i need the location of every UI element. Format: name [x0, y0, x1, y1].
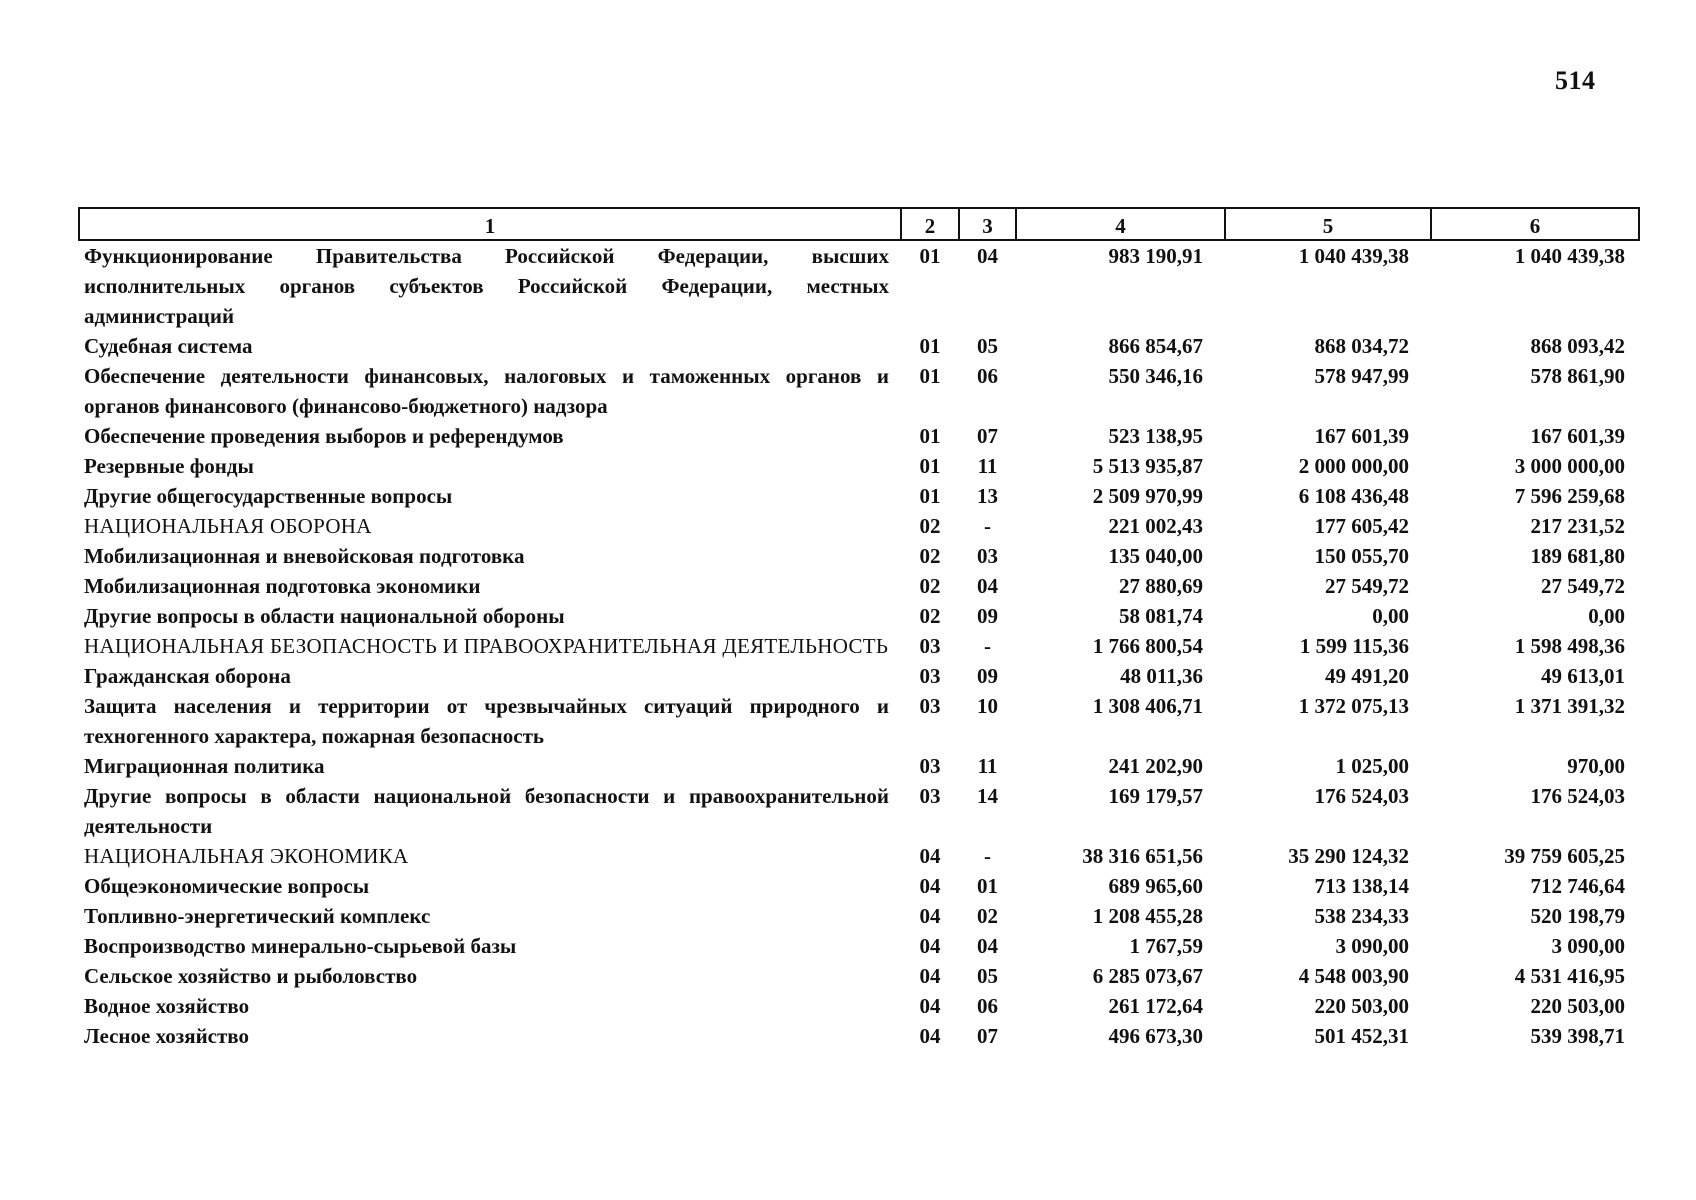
amount-col-4: 689 965,60 [1108, 874, 1203, 898]
amount-col-5: 220 503,00 [1314, 994, 1409, 1018]
section-code: 04 [919, 994, 941, 1018]
subsection-code: 05 [977, 334, 998, 358]
amount-col-5: 538 234,33 [1314, 904, 1409, 928]
amount-col-4: 6 285 073,67 [1092, 964, 1203, 988]
amount-col-4: 241 202,90 [1108, 754, 1203, 778]
section-code: 04 [919, 874, 941, 898]
subsection-code: 02 [977, 904, 998, 928]
amount-col-6: 27 549,72 [1541, 574, 1625, 598]
subsection-code: - [984, 634, 991, 658]
table-row [79, 871, 1639, 901]
subsection-code: 14 [977, 784, 998, 808]
section-code: 02 [919, 544, 941, 568]
item-name: Резервные фонды [84, 454, 254, 478]
budget-table [78, 207, 1640, 1051]
amount-col-6: 189 681,80 [1530, 544, 1625, 568]
column-header-1: 1 [79, 208, 901, 240]
amount-col-4: 866 854,67 [1108, 334, 1203, 358]
section-code: 01 [919, 424, 941, 448]
table-row [79, 451, 1639, 481]
section-code: 01 [919, 364, 941, 388]
amount-col-5: 167 601,39 [1314, 424, 1409, 448]
amount-col-4: 1 767,59 [1129, 934, 1203, 958]
amount-col-5: 2 000 000,00 [1298, 454, 1409, 478]
table-body [79, 240, 1639, 1051]
amount-col-5: 501 452,31 [1314, 1024, 1409, 1048]
item-name: Лесное хозяйство [84, 1024, 250, 1048]
amount-col-6: 167 601,39 [1530, 424, 1625, 448]
amount-col-6: 539 398,71 [1530, 1024, 1625, 1048]
amount-col-4: 2 509 970,99 [1092, 484, 1203, 508]
amount-col-5: 35 290 124,32 [1288, 844, 1409, 868]
table-row [79, 421, 1639, 451]
item-name: Судебная система [84, 334, 253, 358]
subsection-code: 04 [977, 244, 998, 268]
amount-col-6: 1 371 391,32 [1514, 694, 1625, 718]
amount-col-4: 38 316 651,56 [1082, 844, 1203, 868]
item-name: Гражданская оборона [84, 664, 291, 688]
amount-col-5: 27 549,72 [1325, 574, 1409, 598]
amount-col-5: 150 055,70 [1314, 544, 1409, 568]
subsection-code: 07 [977, 1024, 998, 1048]
item-name: Защита населения и территории от чрезвычайных ситуаций природного и техногенного характера, пожарная безопасность [84, 694, 889, 748]
column-header-4: 4 [1016, 208, 1225, 240]
amount-col-4: 523 138,95 [1108, 424, 1203, 448]
amount-col-6: 868 093,42 [1530, 334, 1625, 358]
amount-col-6: 49 613,01 [1541, 664, 1625, 688]
subsection-code: 13 [977, 484, 998, 508]
amount-col-5: 4 548 003,90 [1298, 964, 1409, 988]
amount-col-5: 1 040 439,38 [1298, 244, 1409, 268]
amount-col-6: 3 090,00 [1551, 934, 1625, 958]
subsection-code: - [984, 514, 991, 538]
subsection-code: 06 [977, 364, 998, 388]
table-row [79, 751, 1639, 781]
amount-col-6: 4 531 416,95 [1514, 964, 1625, 988]
item-name: Воспроизводство минерально-сырьевой базы [84, 934, 517, 958]
amount-col-6: 7 596 259,68 [1514, 484, 1625, 508]
amount-col-4: 496 673,30 [1108, 1024, 1203, 1048]
item-name: Обеспечение деятельности финансовых, налоговых и таможенных органов и органов финансового (финансово-бюджетного) надзора [84, 364, 889, 418]
section-code: 01 [919, 334, 941, 358]
subsection-code: 04 [977, 934, 998, 958]
table-row [79, 1021, 1639, 1051]
table-row [79, 661, 1639, 691]
amount-col-4: 48 011,36 [1120, 664, 1203, 688]
amount-col-4: 58 081,74 [1119, 604, 1203, 628]
item-name: Миграционная политика [84, 754, 325, 778]
amount-col-4: 1 208 455,28 [1092, 904, 1203, 928]
amount-col-6: 217 231,52 [1530, 514, 1625, 538]
table-row [79, 961, 1639, 991]
amount-col-6: 1 598 498,36 [1514, 634, 1625, 658]
item-name: Другие общегосударственные вопросы [84, 484, 453, 508]
section-code: 04 [919, 964, 941, 988]
column-header-6: 6 [1431, 208, 1639, 240]
subsection-code: 11 [977, 454, 998, 478]
amount-col-4: 27 880,69 [1119, 574, 1203, 598]
item-name: Общеэкономические вопросы [84, 874, 370, 898]
table-row [79, 991, 1639, 1021]
amount-col-6: 578 861,90 [1530, 364, 1625, 388]
amount-col-5: 177 605,42 [1314, 514, 1409, 538]
amount-col-5: 176 524,03 [1314, 784, 1409, 808]
table-row [79, 601, 1639, 631]
subsection-code: 09 [977, 604, 998, 628]
item-name: НАЦИОНАЛЬНАЯ ОБОРОНА [84, 514, 372, 538]
section-heading-row [79, 841, 1639, 871]
subsection-code: 10 [977, 694, 998, 718]
subsection-code: 03 [977, 544, 998, 568]
subsection-code: - [984, 844, 991, 868]
item-name: Другие вопросы в области национальной обороны [84, 604, 565, 628]
table-row [79, 331, 1639, 361]
table-row [79, 240, 1639, 331]
subsection-code: 09 [977, 664, 998, 688]
amount-col-5: 3 090,00 [1335, 934, 1409, 958]
section-code: 03 [919, 664, 941, 688]
section-code: 04 [919, 1024, 941, 1048]
table-row [79, 691, 1639, 751]
section-heading-row [79, 631, 1639, 661]
amount-col-4: 1 766 800,54 [1092, 634, 1203, 658]
section-heading-row [79, 511, 1639, 541]
table-row [79, 541, 1639, 571]
amount-col-5: 0,00 [1372, 604, 1409, 628]
section-code: 02 [919, 604, 941, 628]
table-header [79, 208, 1639, 240]
subsection-code: 06 [977, 994, 998, 1018]
section-code: 03 [919, 754, 941, 778]
amount-col-4: 1 308 406,71 [1092, 694, 1203, 718]
section-code: 02 [919, 574, 941, 598]
section-code: 02 [919, 514, 941, 538]
item-name: Функционирование Правительства Российской Федерации, высших исполнительных органов субъектов Российской Федерации, местных администраций [84, 244, 889, 328]
item-name: Обеспечение проведения выборов и референдумов [84, 424, 564, 448]
amount-col-5: 6 108 436,48 [1298, 484, 1409, 508]
amount-col-6: 520 198,79 [1530, 904, 1625, 928]
section-code: 03 [919, 694, 941, 718]
table-row [79, 931, 1639, 961]
section-code: 03 [919, 784, 941, 808]
item-name: Мобилизационная подготовка экономики [84, 574, 481, 598]
header-row [79, 208, 1639, 240]
section-code: 04 [919, 844, 941, 868]
amount-col-4: 550 346,16 [1108, 364, 1203, 388]
amount-col-4: 261 172,64 [1108, 994, 1203, 1018]
amount-col-4: 169 179,57 [1108, 784, 1203, 808]
amount-col-6: 0,00 [1588, 604, 1625, 628]
subsection-code: 04 [977, 574, 998, 598]
item-name: Другие вопросы в области национальной безопасности и правоохранительной деятельности [84, 784, 889, 838]
subsection-code: 07 [977, 424, 998, 448]
amount-col-5: 713 138,14 [1314, 874, 1409, 898]
subsection-code: 01 [977, 874, 998, 898]
table-row [79, 901, 1639, 931]
section-code: 01 [919, 454, 941, 478]
item-name: Водное хозяйство [84, 994, 250, 1018]
subsection-code: 05 [977, 964, 998, 988]
amount-col-6: 712 746,64 [1530, 874, 1625, 898]
table-row [79, 781, 1639, 841]
section-code: 04 [919, 904, 941, 928]
item-name: НАЦИОНАЛЬНАЯ ЭКОНОМИКА [84, 844, 409, 868]
subsection-code: 11 [977, 754, 998, 778]
item-name: НАЦИОНАЛЬНАЯ БЕЗОПАСНОСТЬ И ПРАВООХРАНИТЕЛЬНАЯ ДЕЯТЕЛЬНОСТЬ [84, 634, 889, 658]
amount-col-5: 578 947,99 [1314, 364, 1409, 388]
column-header-5: 5 [1225, 208, 1431, 240]
amount-col-6: 970,00 [1567, 754, 1625, 778]
amount-col-6: 176 524,03 [1530, 784, 1625, 808]
budget-table-container [78, 207, 1640, 1051]
amount-col-5: 1 599 115,36 [1299, 634, 1409, 658]
section-code: 04 [919, 934, 941, 958]
table-row [79, 361, 1639, 421]
table-row [79, 571, 1639, 601]
amount-col-5: 868 034,72 [1314, 334, 1409, 358]
amount-col-5: 1 025,00 [1335, 754, 1409, 778]
amount-col-4: 983 190,91 [1108, 244, 1203, 268]
amount-col-6: 1 040 439,38 [1514, 244, 1625, 268]
table-row [79, 481, 1639, 511]
section-code: 01 [919, 244, 941, 268]
amount-col-4: 221 002,43 [1108, 514, 1203, 538]
item-name: Топливно-энергетический комплекс [84, 904, 431, 928]
amount-col-5: 1 372 075,13 [1298, 694, 1409, 718]
page-number: 514 [1555, 66, 1596, 95]
amount-col-5: 49 491,20 [1325, 664, 1409, 688]
column-header-2: 2 [901, 208, 959, 240]
section-code: 01 [919, 484, 941, 508]
amount-col-4: 5 513 935,87 [1092, 454, 1203, 478]
item-name: Сельское хозяйство и рыболовство [84, 964, 418, 988]
amount-col-6: 39 759 605,25 [1504, 844, 1625, 868]
amount-col-6: 220 503,00 [1530, 994, 1625, 1018]
item-name: Мобилизационная и вневойсковая подготовка [84, 544, 525, 568]
section-code: 03 [919, 634, 941, 658]
column-header-3: 3 [959, 208, 1016, 240]
amount-col-6: 3 000 000,00 [1514, 454, 1625, 478]
amount-col-4: 135 040,00 [1108, 544, 1203, 568]
